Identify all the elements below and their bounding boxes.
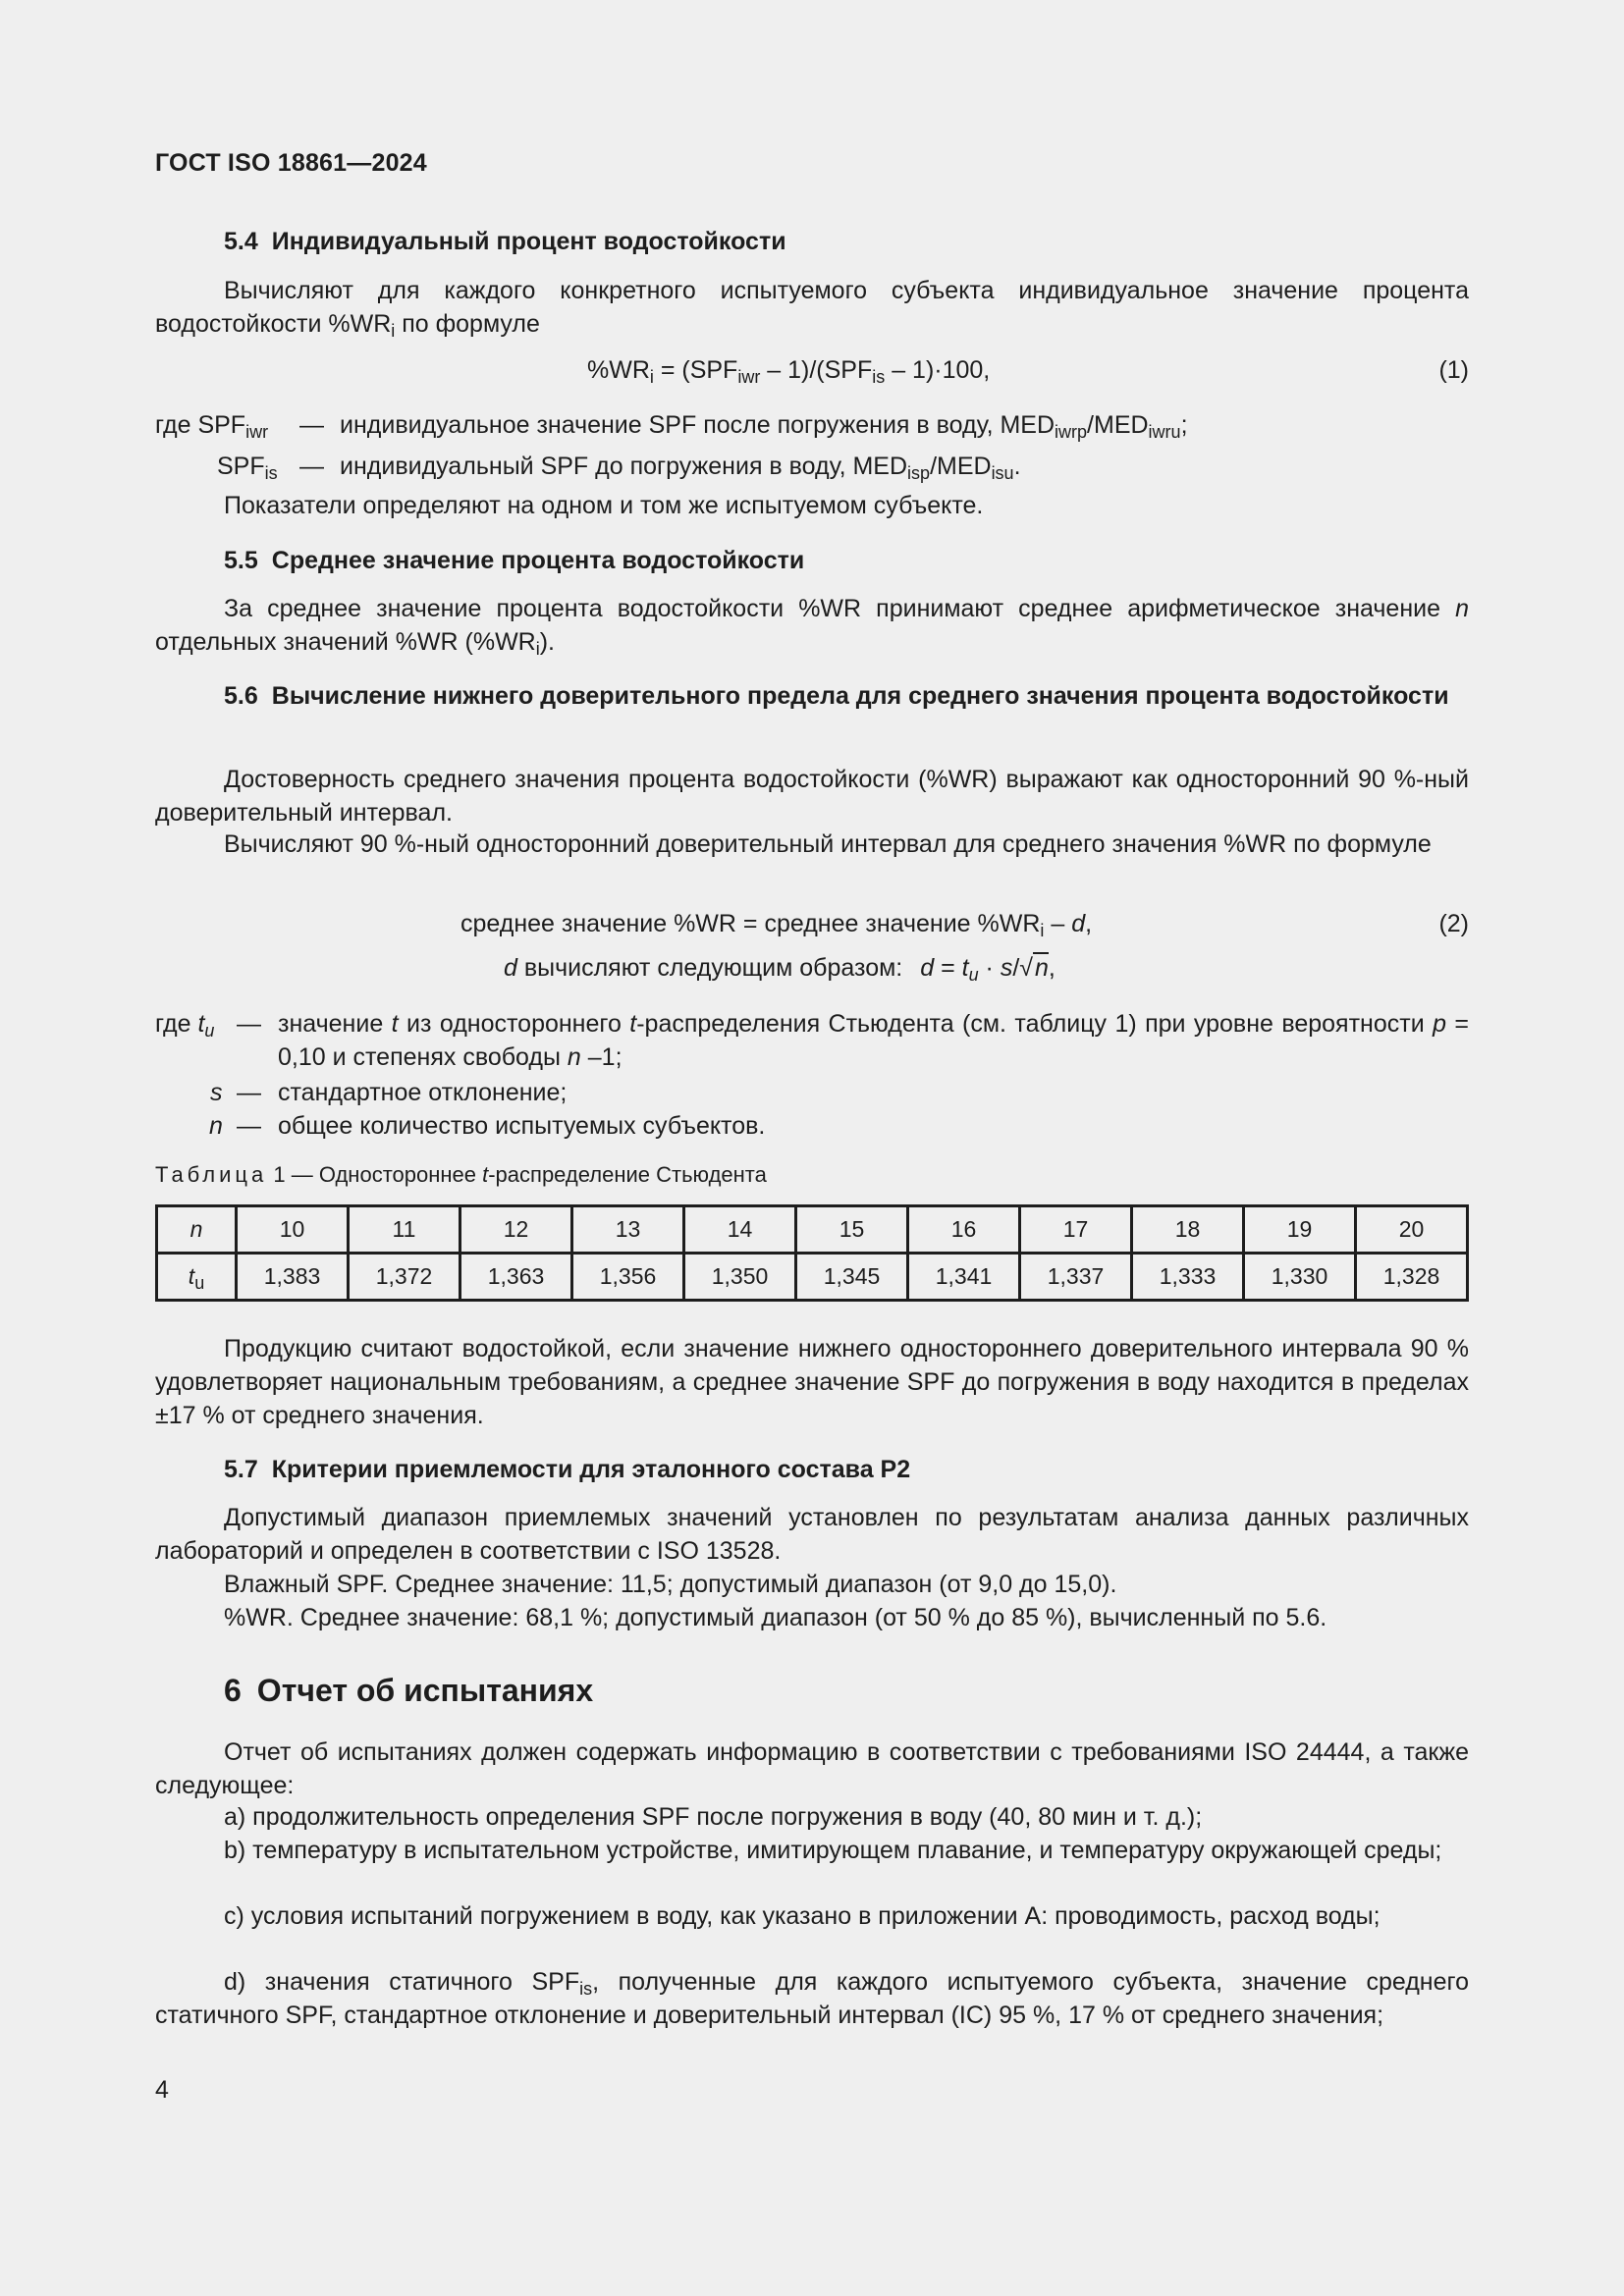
section-6-heading <box>224 1673 593 1709</box>
where-term: где $t_u$ <box>155 1010 215 1041</box>
table-cell: 15 <box>796 1206 908 1254</box>
where-dash: — <box>237 1112 261 1140</box>
section-title: Отчет об испытаниях <box>256 1673 594 1708</box>
table-cell: 16 <box>908 1206 1020 1254</box>
paragraph: Вычисляют для каждого конкретного испытуемого субъекта индивидуальное значение процента водостойкости $\%WR_i$ по формуле <box>155 277 1469 341</box>
list-item: d) значения статичного $SPF_{is}$, полученные для каждого испытуемого субъекта, значение среднего статичного SPF, стандартное отклонение и доверительный интервал (IC) 95 %, 17 % от среднего значения; <box>155 1968 1469 2029</box>
table-cell: 1,341 <box>908 1254 1020 1301</box>
table-cell: 19 <box>1244 1206 1356 1254</box>
section-number: 5.7 <box>224 1456 258 1483</box>
table-cell: 10 <box>237 1206 349 1254</box>
formula-2: среднее значение %WR = среднее значение $\%WR_i$ – d, <box>460 910 1093 940</box>
table-caption: Таблица 1 — Одностороннее t-распределение Стьюдента <box>155 1162 767 1187</box>
section-number: 5.5 <box>224 547 258 574</box>
where-definition: общее количество испытуемых субъектов. <box>278 1112 766 1140</box>
table-cell: 14 <box>684 1206 796 1254</box>
section-5-4-heading <box>224 225 1469 258</box>
table-cell: 11 <box>349 1206 460 1254</box>
table-cell: 1,372 <box>349 1254 460 1301</box>
table-cell: 12 <box>460 1206 572 1254</box>
where-list-1 <box>0 408 1624 487</box>
paragraph: Допустимый диапазон приемлемых значений установлен по результатам анализа данных различных лабораторий и определен в соответствии с ISO 13528. <box>155 1504 1469 1565</box>
where-dash: — <box>299 453 324 480</box>
table-row-label: $t_u$ <box>157 1254 237 1301</box>
where-definition: стандартное отклонение; <box>278 1079 568 1106</box>
page-number: 4 <box>155 2076 169 2104</box>
table-row <box>157 1206 1468 1254</box>
section-number: 6 <box>224 1673 242 1708</box>
where-dash: — <box>299 411 324 439</box>
document-header: ГОСТ ISO 18861—2024 <box>155 149 427 177</box>
section-5-7-heading <box>224 1453 1469 1486</box>
section-5-6-heading <box>224 679 1469 713</box>
table-cell: 1,383 <box>237 1254 349 1301</box>
table-cell: 1,330 <box>1244 1254 1356 1301</box>
where-term: n <box>209 1112 223 1140</box>
table-cell: 1,333 <box>1132 1254 1244 1301</box>
table-cell: 13 <box>572 1206 684 1254</box>
section-5-5-heading <box>224 544 1469 577</box>
section-title: Индивидуальный процент водостойкости <box>271 228 786 255</box>
table-cell: 1,337 <box>1020 1254 1132 1301</box>
table-cell: 1,350 <box>684 1254 796 1301</box>
where-definition: значение t из одностороннего t-распределения Стьюдента (см. таблицу 1) при уровне вероятности p = 0,10 и степенях свободы n –1; <box>278 1010 1469 1071</box>
section-title: Вычисление нижнего доверительного предела для среднего значения процента водостойкости <box>271 682 1449 710</box>
table-cell: 20 <box>1356 1206 1468 1254</box>
table-cell: 1,345 <box>796 1254 908 1301</box>
table-cell: 1,328 <box>1356 1254 1468 1301</box>
paragraph: Показатели определяют на одном и том же испытуемом субъекте. <box>224 492 984 519</box>
section-title: Среднее значение процента водостойкости <box>271 547 805 574</box>
list-item: b) температуру в испытательном устройстве, имитирующем плавание, и температуру окружающей среды; <box>224 1837 1442 1864</box>
where-definition: индивидуальное значение SPF после погружения в воду, $MED_{iwrp}/MED_{iwru}$; <box>340 411 1188 442</box>
formula-number: (2) <box>1438 910 1469 937</box>
formula-number: (1) <box>1438 356 1469 384</box>
table-cell: 1,356 <box>572 1254 684 1301</box>
paragraph: Влажный SPF. Среднее значение: 11,5; допустимый диапазон (от 9,0 до 15,0). <box>224 1571 1117 1598</box>
table-row-label: n <box>157 1206 237 1254</box>
student-t-table <box>155 1204 1469 1302</box>
table-cell: 18 <box>1132 1206 1244 1254</box>
where-dash: — <box>237 1010 261 1038</box>
table-row <box>157 1254 1468 1301</box>
where-definition: индивидуальный SPF до погружения в воду, $MED_{isp}/MED_{isu}$. <box>340 453 1021 483</box>
section-number: 5.6 <box>224 682 258 710</box>
section-number: 5.4 <box>224 228 258 255</box>
where-list-2 <box>0 1007 1624 1145</box>
list-item: c) условия испытаний погружением в воду, как указано в приложении А: проводимость, расход воды; <box>224 1902 1380 1930</box>
where-dash: — <box>237 1079 261 1106</box>
where-term: где $SPF_{iwr}$ <box>155 411 269 442</box>
formula-1: $\%WR_i = (SPF_{iwr} - 1)/(SPF_{is} - 1)\cdot 100$, <box>587 356 991 387</box>
table-cell: 1,363 <box>460 1254 572 1301</box>
paragraph: Вычисляют 90 %-ный односторонний доверительный интервал для среднего значения %WR по формуле <box>224 830 1432 858</box>
paragraph: За среднее значение процента водостойкости %WR принимают среднее арифметическое значение n отдельных значений %WR $(\%WR_i)$. <box>155 595 1469 659</box>
section-title: Критерии приемлемости для эталонного состава P2 <box>271 1456 911 1483</box>
paragraph: %WR. Среднее значение: 68,1 %; допустимый диапазон (от 50 % до 85 %), вычисленный по 5.6. <box>224 1604 1327 1631</box>
paragraph: Достоверность среднего значения процента водостойкости (%WR) выражают как односторонний 90 %-ный доверительный интервал. <box>155 766 1469 827</box>
paragraph: Продукцию считают водостойкой, если значение нижнего одностороннего доверительного интервала 90 % удовлетворяет национальным требованиям, а среднее значение SPF до погружения в воду находится в пределах ±17 % от среднего значения. <box>155 1335 1469 1429</box>
paragraph: Отчет об испытаниях должен содержать информацию в соответствии с требованиями ISO 24444, а также следующее: <box>155 1738 1469 1799</box>
where-term: s <box>210 1079 223 1106</box>
table-cell: 17 <box>1020 1206 1132 1254</box>
list-item: a) продолжительность определения SPF после погружения в воду (40, 80 мин и т. д.); <box>224 1803 1203 1831</box>
formula-d: d вычисляют следующим образом: $d = t_u \cdot s/√n$, <box>504 954 1056 985</box>
where-term: $SPF_{is}$ <box>217 453 278 483</box>
